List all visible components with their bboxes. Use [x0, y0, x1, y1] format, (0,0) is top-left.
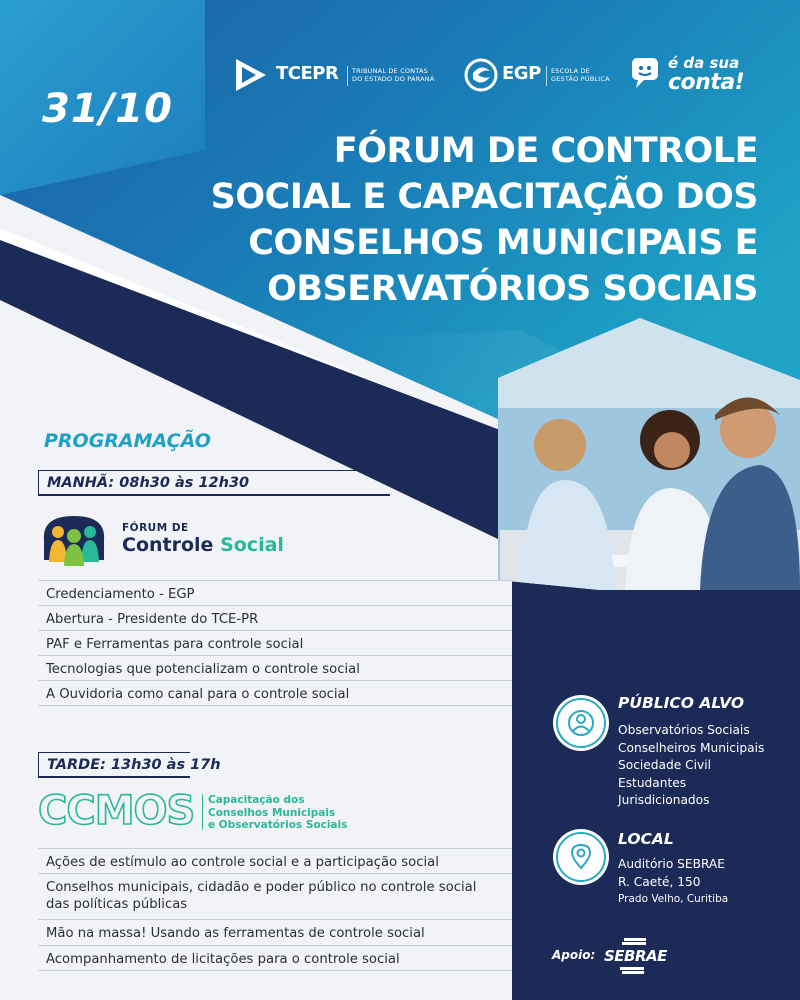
sebrae-logo [604, 938, 674, 974]
tce-logo [234, 56, 444, 96]
local-line-2: R. Caeté, 150 [618, 874, 701, 889]
egp-logo [464, 56, 614, 96]
title-line-4: OBSERVATÓRIOS SOCIAIS [267, 269, 758, 309]
egp-name: EGP [502, 63, 541, 84]
ccmos-line-3: e Observatórios Sociais [208, 819, 348, 831]
programacao-heading: PROGRAMAÇÃO [44, 430, 211, 452]
publico-item: Sociedade Civil [618, 758, 711, 772]
list-item: Mão na massa! Usando as ferramentas de controle social [38, 919, 512, 945]
event-title [198, 128, 758, 312]
campaign-line-2: conta! [668, 70, 745, 95]
egp-tagline-2: GESTÃO PÚBLICA [551, 75, 610, 83]
local-line-3: Prado Velho, Curitiba [618, 893, 729, 905]
list-item: Tecnologias que potencializam o controle social [38, 655, 512, 681]
people-group-icon [38, 510, 110, 566]
publico-item: Conselheiros Municipais [618, 740, 765, 755]
ccmos-logo [38, 790, 358, 836]
title-line-1: FÓRUM DE CONTROLE [333, 131, 758, 171]
egp-tagline-1: ESCOLA DE [551, 67, 591, 75]
tce-tagline-1: TRIBUNAL DE CONTAS [352, 67, 428, 75]
list-item: Ações de estímulo ao controle social e a participação social [38, 848, 512, 874]
list-item: Acompanhamento de licitações para o controle social [38, 945, 512, 971]
list-item: Abertura - Presidente do TCE-PR [38, 605, 512, 631]
event-date: 31/10 [42, 86, 173, 132]
publico-item: Observatórios Sociais [618, 723, 750, 737]
location-pin-icon [558, 834, 604, 880]
forum-logo-controle: Controle [122, 534, 214, 556]
list-item: Credenciamento - EGP [38, 580, 512, 606]
tce-emblem-icon [234, 57, 268, 93]
tce-name: TCEPR [276, 63, 339, 84]
list-item: PAF e Ferramentas para controle social [38, 630, 512, 656]
local-line-1: Auditório SEBRAE [618, 857, 725, 871]
title-line-3: CONSELHOS MUNICIPAIS E [248, 223, 758, 263]
forum-logo-line-1: FÓRUM DE [122, 522, 189, 534]
forum-logo-social: Social [220, 534, 284, 556]
list-item: A Ouvidoria como canal para o controle social [38, 680, 512, 706]
tce-tagline-2: DO ESTADO DO PARANÁ [352, 75, 435, 83]
ccmos-line-2: Conselhos Municipais [208, 806, 336, 819]
campaign-line-1: é da sua [668, 54, 740, 72]
publico-item: Jurisdicionados [618, 793, 710, 807]
forum-logo [38, 510, 298, 570]
morning-label-box [38, 470, 390, 496]
morning-label: MANHÃ: 08h30 às 12h30 [47, 475, 250, 491]
person-icon [558, 700, 604, 746]
publico-title: PÚBLICO ALVO [618, 694, 744, 712]
publico-item: Estudantes [618, 775, 687, 790]
egp-emblem-icon [464, 57, 498, 93]
afternoon-label-box [38, 752, 221, 778]
afternoon-label: TARDE: 13h30 às 17h [47, 757, 221, 773]
ccmos-line-1: Capacitação dos [208, 794, 305, 806]
chat-bubbles-icon [630, 56, 664, 94]
campaign-logo [630, 52, 765, 100]
local-title: LOCAL [618, 830, 674, 848]
title-line-2: SOCIAL E CAPACITAÇÃO DOS [210, 177, 758, 217]
publico-icon-circle [556, 698, 606, 748]
ccmos-acronym: CCMOS [38, 788, 195, 834]
sebrae-name: SEBRAE [604, 947, 667, 965]
apoio-label: Apoio: [552, 948, 596, 962]
list-item: Conselhos municipais, cidadão e poder público no controle social das políticas públicas [38, 873, 512, 919]
local-icon-circle [556, 832, 606, 882]
